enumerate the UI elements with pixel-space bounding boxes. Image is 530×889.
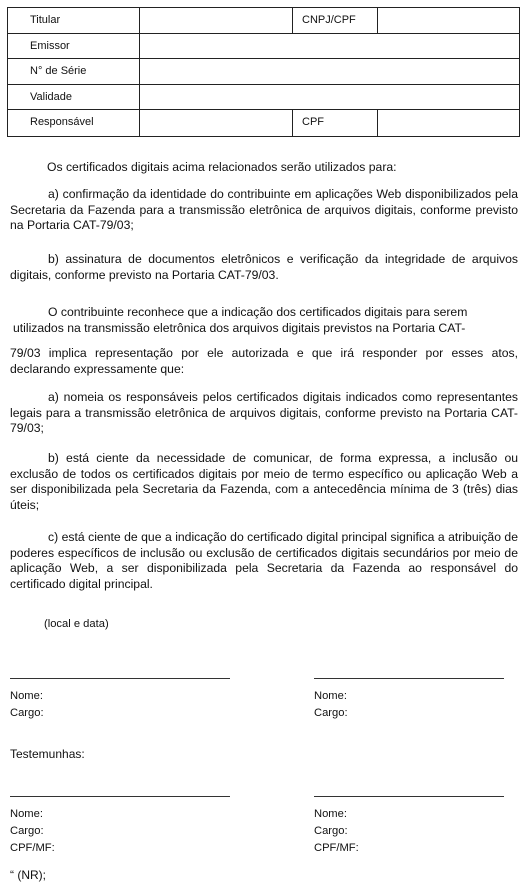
row-serie <box>8 59 519 85</box>
recognize-paragraph-rest: 79/03 implica representação por ele autorizada e que irá responder por esses atos, declarando expressamente que: <box>10 346 518 376</box>
witness-right-nome-label: Nome: <box>314 808 347 820</box>
witness-left-cpfmf-label: CPF/MF: <box>10 842 55 854</box>
signature-line-right <box>314 678 504 679</box>
signer-left-nome-label: Nome: <box>10 690 43 702</box>
titular-field[interactable] <box>139 8 292 33</box>
cnpj-cpf-field[interactable] <box>377 8 519 33</box>
signature-line-left <box>10 678 230 679</box>
serie-label: N° de Série <box>30 65 87 77</box>
row-responsavel <box>8 110 519 136</box>
titular-label: Titular <box>30 14 61 26</box>
witness-right-cpfmf-label: CPF/MF: <box>314 842 359 854</box>
declaration-b-paragraph: b) está ciente da necessidade de comunicar, de forma expressa, a inclusão ou exclusão de todos os certificados digitais por meio de termo específico ou aplicação Web a ser disponibilizada pela Secretaria da Fazenda, com a antecedência mínima de 3 (três) dias úteis; <box>10 451 518 512</box>
row-emissor <box>8 34 519 60</box>
row-validade <box>8 85 519 111</box>
witness-left-nome-label: Nome: <box>10 808 43 820</box>
item-a-paragraph: a) confirmação da identidade do contribuinte em aplicações Web disponibilizados pela Secretaria da Fazenda para a transmissão eletrônica de arquivos digitais, conforme previsto na Portaria CAT-79/03; <box>10 187 518 232</box>
responsavel-field[interactable] <box>139 110 292 136</box>
witness-left-cargo-label: Cargo: <box>10 825 44 837</box>
certificate-form-table <box>7 7 520 137</box>
witness-line-left <box>10 796 230 797</box>
cpf-field[interactable] <box>377 110 519 136</box>
responsavel-label: Responsável <box>30 116 94 128</box>
item-b-paragraph: b) assinatura de documentos eletrônicos e verificação da integridade de arquivos digitais, conforme previsto na Portaria CAT-79/03. <box>10 252 518 282</box>
testemunhas-label: Testemunhas: <box>10 747 85 761</box>
intro-paragraph: Os certificados digitais acima relacionados serão utilizados para: <box>47 160 397 174</box>
declaration-c-paragraph: c) está ciente de que a indicação do certificado digital principal significa a atribuição de poderes específicos de inclusão ou exclusão de certificados digitais secundários por meio de aplicação Web, a ser disponibilizada pela Secretaria da Fazenda ao responsável do certificado digital principal. <box>10 530 518 591</box>
witness-line-right <box>314 796 504 797</box>
validade-field[interactable] <box>139 85 519 110</box>
recognize-line-1: O contribuinte reconhece que a indicação dos certificados digitais para serem <box>48 305 468 319</box>
validade-label: Validade <box>30 90 72 103</box>
emissor-label: Emissor <box>30 39 70 52</box>
nr-footer: “ (NR); <box>10 868 46 882</box>
cpf-label: CPF <box>302 116 324 128</box>
row-titular <box>8 8 519 34</box>
signer-left-cargo-label: Cargo: <box>10 707 44 719</box>
cnpj-cpf-label: CNPJ/CPF <box>302 14 356 26</box>
recognize-line-2: utilizados na transmissão eletrônica dos arquivos digitais previstos na Portaria CAT- <box>13 321 466 335</box>
signer-right-nome-label: Nome: <box>314 690 347 702</box>
declaration-a-paragraph: a) nomeia os responsáveis pelos certificados digitais indicados como representantes legais para a transmissão eletrônica de arquivos digitais, conforme previsto na Portaria CAT-79/03; <box>10 390 518 435</box>
local-data-label: (local e data) <box>44 618 109 630</box>
serie-field[interactable] <box>139 59 519 84</box>
signer-right-cargo-label: Cargo: <box>314 707 348 719</box>
emissor-field[interactable] <box>139 34 519 59</box>
witness-right-cargo-label: Cargo: <box>314 825 348 837</box>
